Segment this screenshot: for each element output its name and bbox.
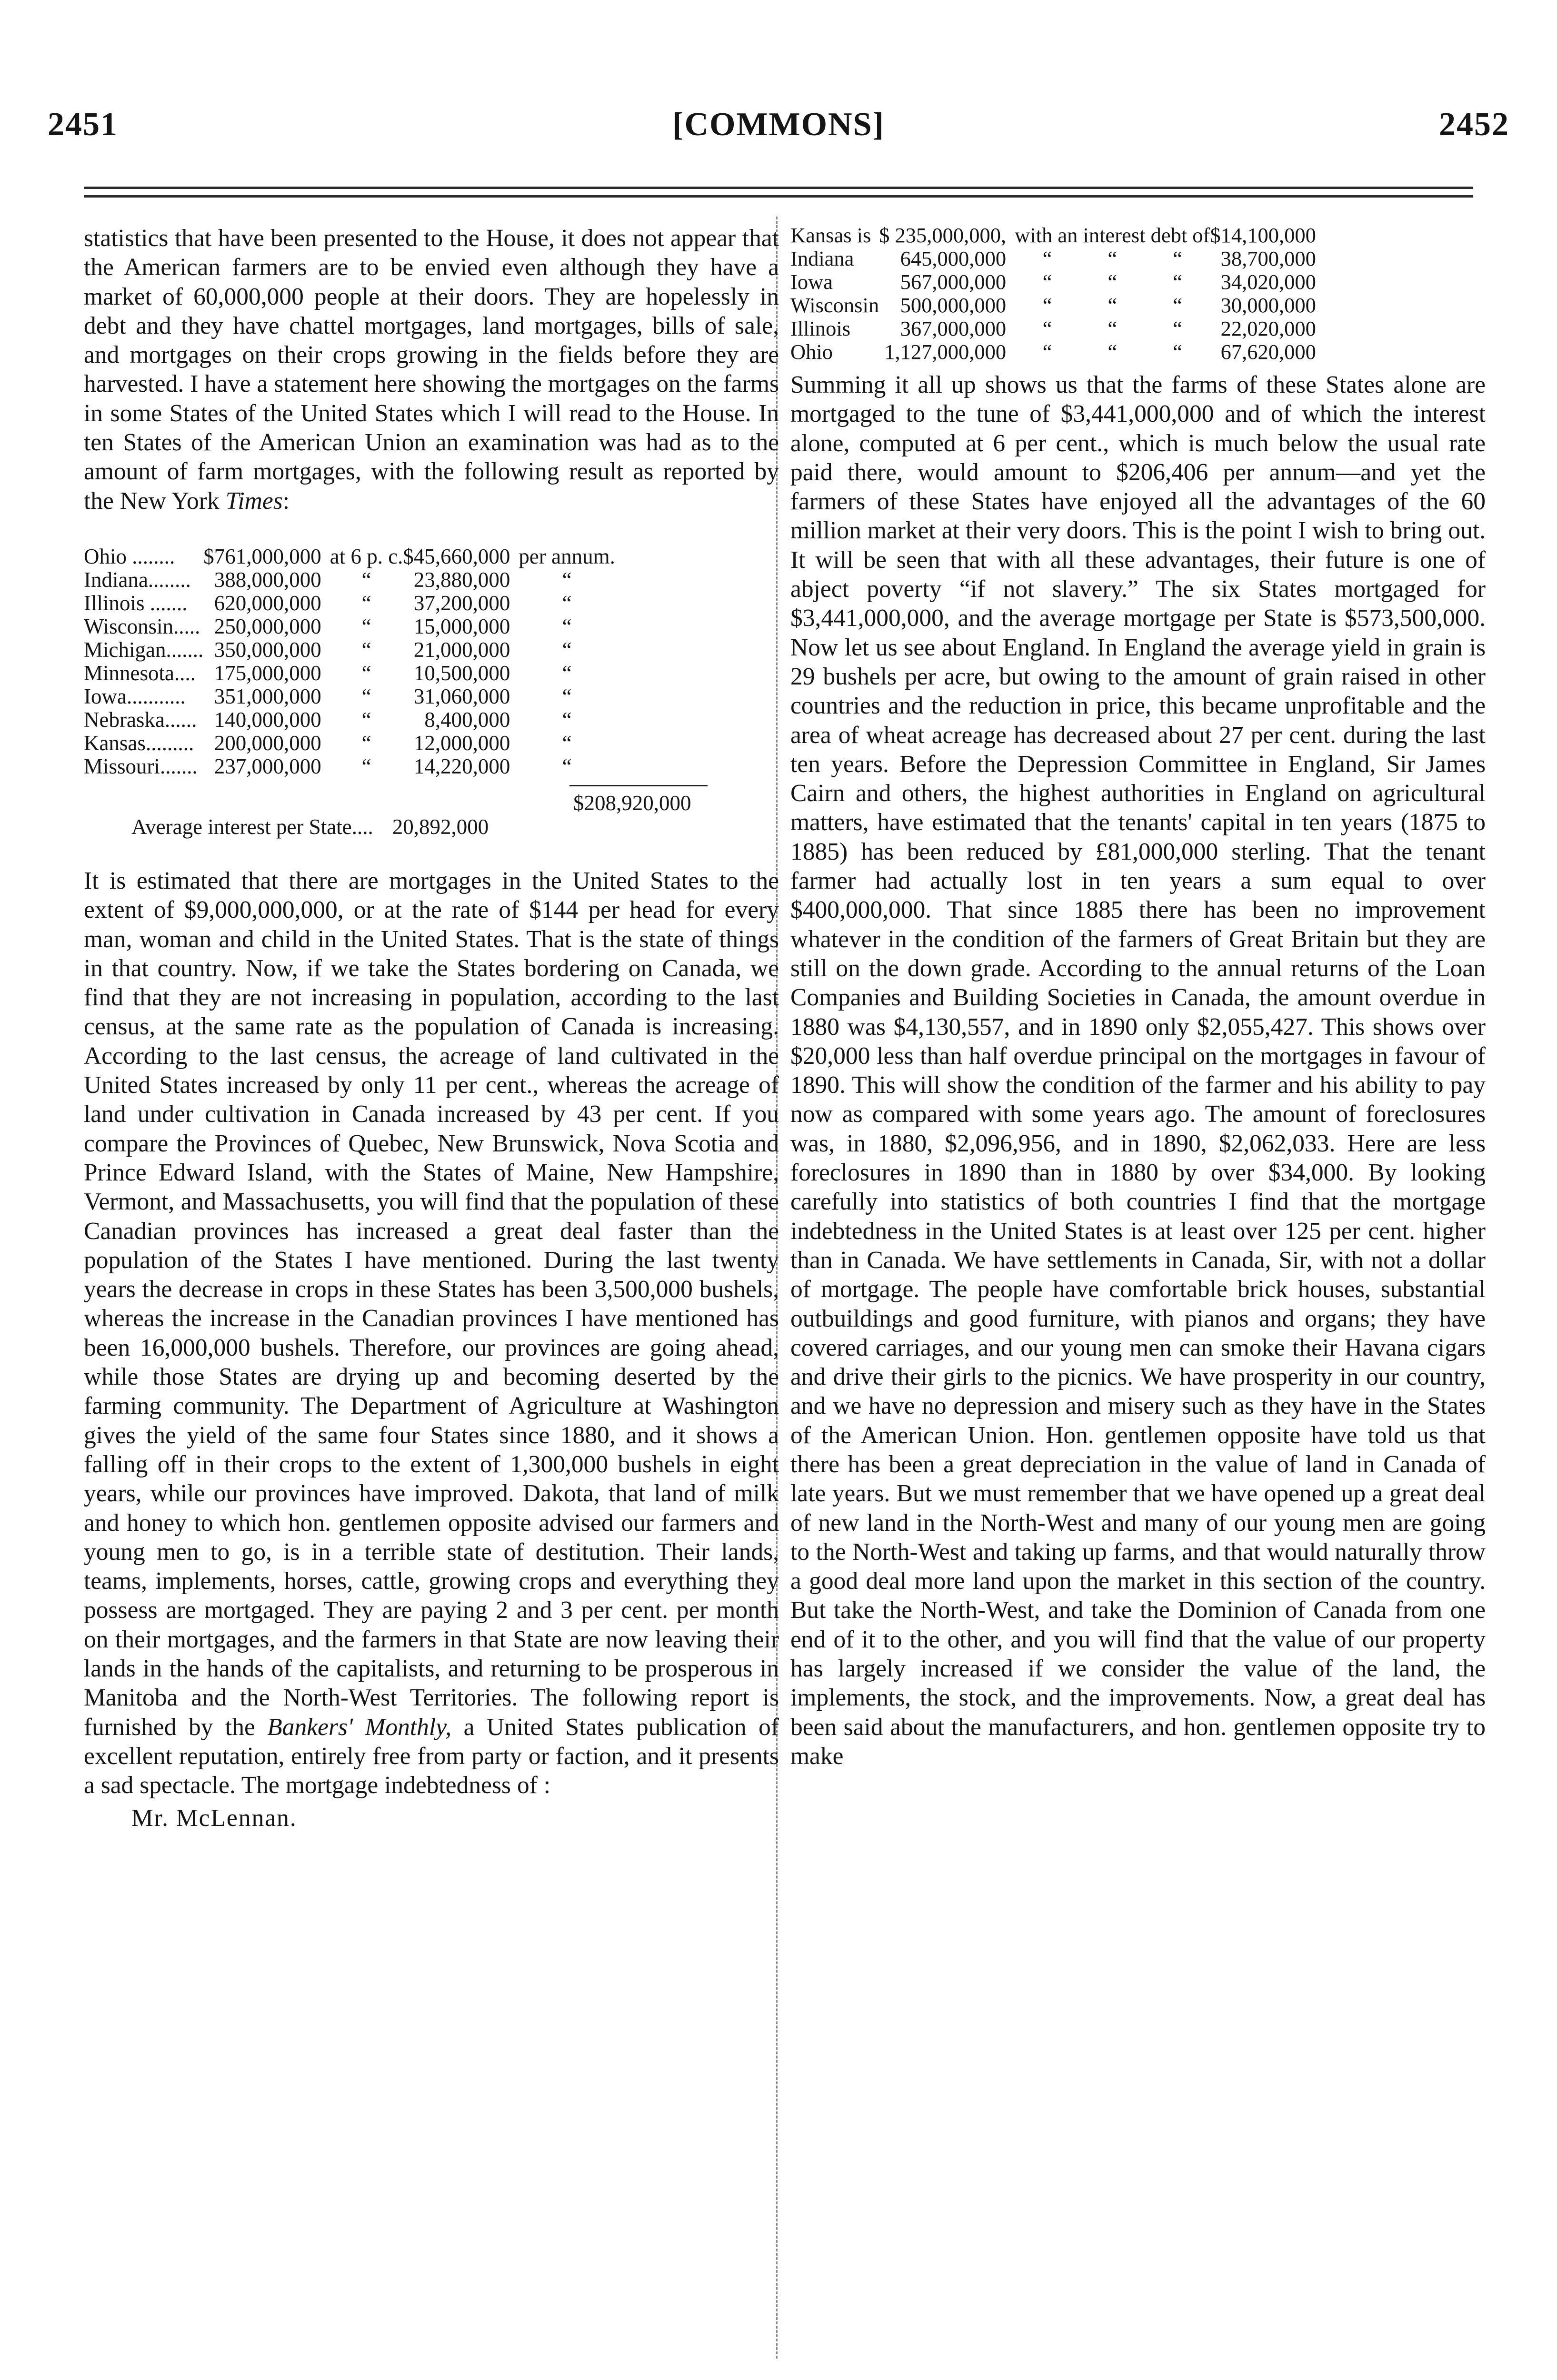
table-row bbox=[84, 568, 615, 592]
unit-cell: “ bbox=[562, 614, 572, 638]
unit-cell: “ bbox=[562, 731, 572, 755]
running-header: [COMMONS] bbox=[672, 106, 885, 143]
table-total: $208,920,000 bbox=[573, 791, 691, 815]
state-cell: Iowa........... bbox=[84, 684, 186, 708]
table-row bbox=[84, 662, 615, 685]
unit-cell: “ bbox=[562, 661, 572, 685]
ditto-cell: “ bbox=[1108, 340, 1118, 364]
rate-cell: at 6 p. c. bbox=[329, 544, 403, 568]
unit-cell: “ bbox=[562, 567, 572, 592]
amount-cell: 1,127,000,000 bbox=[884, 340, 1007, 364]
table-row bbox=[84, 592, 615, 615]
ditto-cell: “ bbox=[1108, 247, 1118, 270]
amount-cell: 200,000,000 bbox=[214, 731, 321, 755]
state-interest-table bbox=[790, 224, 1325, 364]
table-row bbox=[84, 755, 615, 778]
unit-cell: per annum. bbox=[519, 544, 615, 568]
interest-cell: 37,200,000 bbox=[413, 591, 510, 615]
ditto-cell: “ bbox=[1173, 247, 1182, 270]
state-cell: Wisconsin..... bbox=[84, 614, 200, 638]
amount-cell: 567,000,000 bbox=[900, 270, 1007, 294]
times-italic: Times bbox=[225, 487, 283, 515]
ditto-cell: “ bbox=[1042, 270, 1052, 294]
rate-cell: “ bbox=[361, 614, 371, 638]
table-row bbox=[790, 294, 1325, 317]
state-cell: Missouri....... bbox=[84, 754, 198, 778]
amount-cell: 237,000,000 bbox=[214, 754, 321, 778]
amount-cell: $ 235,000,000, bbox=[879, 223, 1007, 247]
rate-cell: “ bbox=[361, 591, 371, 615]
interest-cell: 12,000,000 bbox=[413, 731, 510, 755]
state-cell: Ohio bbox=[790, 340, 833, 364]
unit-cell: “ bbox=[562, 684, 572, 708]
left-paragraph-1-end: : bbox=[282, 487, 290, 515]
table-row bbox=[790, 317, 1325, 340]
interest-cell: 10,500,000 bbox=[413, 661, 510, 685]
page-number-right: 2452 bbox=[1439, 106, 1509, 143]
table-row bbox=[84, 545, 615, 568]
value-cell: 34,020,000 bbox=[1220, 270, 1316, 294]
value-cell: 30,000,000 bbox=[1220, 293, 1316, 317]
interest-cell: 15,000,000 bbox=[413, 614, 510, 638]
state-cell: Minnesota.... bbox=[84, 661, 196, 685]
left-paragraph-2 bbox=[84, 866, 779, 1800]
speaker-name: Mr. McLennan. bbox=[131, 1805, 297, 1832]
state-cell: Indiana bbox=[790, 247, 854, 270]
rate-cell: “ bbox=[361, 707, 371, 732]
state-cell: Kansas......... bbox=[84, 731, 194, 755]
interest-cell: 31,060,000 bbox=[413, 684, 510, 708]
interest-cell: $45,660,000 bbox=[403, 544, 510, 568]
state-cell: Indiana........ bbox=[84, 567, 191, 592]
left-paragraph-1 bbox=[84, 224, 779, 516]
table-row bbox=[790, 340, 1325, 364]
table-row bbox=[790, 247, 1325, 270]
rate-cell: “ bbox=[361, 661, 371, 685]
state-interest-table-body bbox=[790, 224, 1325, 364]
rate-cell: “ bbox=[361, 754, 371, 778]
amount-cell: 250,000,000 bbox=[214, 614, 321, 638]
value-cell: $14,100,000 bbox=[1210, 223, 1316, 247]
ditto-cell: “ bbox=[1042, 247, 1052, 270]
unit-cell: “ bbox=[562, 591, 572, 615]
left-paragraph-2-text: It is estimated that there are mortgages in the United States to the extent of $9,000,000,000, or at the rate of $144 per head for every man, woman and child in the United States. That is the state of things in that country. Now, if we take the States bordering on Canada, we find that they are not increasing in population, according to the last census, at the same rate as the population of Canada is increasing. According to the last census, the acreage of land cultivated in the United States increased by only 11 per cent., whereas the acreage of land under cultivation in Canada increased by 43 per cent. If you compare the Provinces of Quebec, New Brunswick, Nova Scotia and Prince Edward Island, with the States of Maine, New Hampshire, Vermont, and Massachusetts, you will find that the population of these Canadian provinces has increased a great deal faster than the population of the States I have mentioned. During the last twenty years the decrease in crops in these States has been 3,500,000 bushels, whereas the increase in the Canadian provinces I have mentioned has been 16,000,000 bushels. Therefore, our provinces are going ahead, while those States are drying up and becoming deserted by the farming community. The Department of Agriculture at Washington gives the yield of the same four States since 1880, and it shows a falling off in their crops to the extent of 1,300,000 bushels in eight years, while our provinces have improved. Dakota, that land of milk and honey to which hon. gentlemen opposite advised our farmers and young men to go, is in a terrible state of destitution. Their lands, teams, implements, horses, cattle, growing crops and everything they possess are mortgaged. They are paying 2 and 3 per cent. per month on their mortgages, and the farmers in that State are now leaving their lands in the hands of the capitalists, and returning to be prosperous in Manitoba and the North-West Territories. The following report is furnished by the bbox=[84, 867, 779, 1741]
value-cell: 22,020,000 bbox=[1220, 317, 1316, 340]
unit-cell: “ bbox=[562, 707, 572, 732]
amount-cell: $761,000,000 bbox=[203, 544, 321, 568]
interest-cell: 8,400,000 bbox=[424, 707, 510, 732]
table-row bbox=[790, 270, 1325, 294]
ditto-cell: “ bbox=[1173, 340, 1182, 364]
interest-cell: 21,000,000 bbox=[413, 637, 510, 662]
amount-cell: 620,000,000 bbox=[214, 591, 321, 615]
unit-cell: “ bbox=[562, 754, 572, 778]
table-row bbox=[84, 638, 615, 662]
ditto-cell: “ bbox=[1108, 317, 1118, 340]
unit-cell: “ bbox=[562, 637, 572, 662]
farm-mortgage-table bbox=[84, 545, 615, 778]
phrase-cell: with an interest debt of bbox=[1015, 223, 1210, 247]
amount-cell: 351,000,000 bbox=[214, 684, 321, 708]
lead-cell: Kansas is bbox=[790, 223, 871, 247]
amount-cell: 350,000,000 bbox=[214, 637, 321, 662]
state-cell: Wisconsin bbox=[790, 293, 879, 317]
value-cell: 67,620,000 bbox=[1220, 340, 1316, 364]
left-column bbox=[84, 224, 779, 1833]
amount-cell: 140,000,000 bbox=[214, 707, 321, 732]
rate-cell: “ bbox=[361, 731, 371, 755]
table-row bbox=[84, 708, 615, 732]
farm-mortgage-table-body bbox=[84, 545, 615, 778]
amount-cell: 175,000,000 bbox=[214, 661, 321, 685]
rate-cell: “ bbox=[361, 567, 371, 592]
ditto-cell: “ bbox=[1042, 340, 1052, 364]
ditto-cell: “ bbox=[1042, 293, 1052, 317]
average-label: Average interest per State.... bbox=[131, 814, 373, 839]
average-row bbox=[84, 815, 779, 839]
total-rule bbox=[569, 785, 708, 786]
left-paragraph-2-end: a United States publication of excellent reputation, entirely free from party or faction, and it presents a sad spectacle. The mortgage indebtedness of : bbox=[84, 1713, 779, 1799]
left-paragraph-1-text: statistics that have been presented to the House, it does not appear that the American farmers are to be envied even although they have a market of 60,000,000 people at their doors. They are hopelessly in debt and they have chattel mortgages, land mortgages, bills of sale, and mortgages on their crops growing in the fields before they are harvested. I have a statement here showing the mortgages on the farms in some States of the United States which I will read to the House. In ten States of the American Union an examination was had as to the amount of farm mortgages, with the following result as reported by the New York bbox=[84, 225, 779, 515]
value-cell: 38,700,000 bbox=[1220, 247, 1316, 270]
rate-cell: “ bbox=[361, 637, 371, 662]
ditto-cell: “ bbox=[1108, 270, 1118, 294]
rate-cell: “ bbox=[361, 684, 371, 708]
ditto-cell: “ bbox=[1173, 317, 1182, 340]
average-value: 20,892,000 bbox=[392, 814, 489, 839]
right-column bbox=[790, 224, 1486, 1771]
interest-cell: 14,220,000 bbox=[413, 754, 510, 778]
table-row bbox=[84, 685, 615, 708]
state-cell: Ohio ........ bbox=[84, 544, 175, 568]
bankers-monthly-italic: Bankers' Monthly, bbox=[267, 1713, 452, 1741]
page-number-left: 2451 bbox=[48, 106, 118, 143]
amount-cell: 367,000,000 bbox=[900, 317, 1007, 340]
header-rule-top bbox=[84, 187, 1473, 189]
table-row bbox=[84, 615, 615, 638]
amount-cell: 388,000,000 bbox=[214, 567, 321, 592]
ditto-cell: “ bbox=[1108, 293, 1118, 317]
amount-cell: 500,000,000 bbox=[900, 293, 1007, 317]
state-cell: Nebraska...... bbox=[84, 707, 197, 732]
state-cell: Michigan....... bbox=[84, 637, 204, 662]
state-cell: Illinois bbox=[790, 317, 851, 340]
state-cell: Iowa bbox=[790, 270, 833, 294]
interest-cell: 23,880,000 bbox=[413, 567, 510, 592]
table-row bbox=[84, 732, 615, 755]
ditto-cell: “ bbox=[1173, 293, 1182, 317]
right-paragraph: Summing it all up shows us that the farms of these States alone are mortgaged to the tune of $3,441,000,000 and of which the interest alone, computed at 6 per cent., which is much below the usual rate paid there, would amount to $206,406 per annum—and yet the farmers of these States have enjoyed all the advantages of the 60 million market at their very doors. This is the point I wish to bring out. It will be seen that with all these advantages, their future is one of abject poverty “if not slavery.” The six States mortgaged for $3,441,000,000, and the average mortgage per State is $573,500,000. Now let us see about England. In England the average yield in grain is 29 bushels per acre, but owing to the amount of grain raised in other countries and the reduction in price, this became unprofitable and the area of wheat acreage has decreased about 27 per cent. during the last ten years. Before the Depression Committee in England, Sir James Cairn and others, the highest authorities in England on agricultural matters, have estimated that the tenants' capital in ten years (1875 to 1885) has been reduced by £81,000,000 sterling. That the tenant farmer had actually lost in ten years a sum equal to over $400,000,000. That since 1885 there has been no improvement whatever in the condition of the farmers of Great Britain but they are still on the down grade. According to the annual returns of the Loan Companies and Building Societies in Canada, the amount overdue in 1880 was $4,130,557, and in 1890 only $2,055,427. This shows over $20,000 less than half overdue principal on the mortgages in favour of 1890. This will show the condition of the farmer and his ability to pay now as compared with some years ago. The amount of foreclosures was, in 1880, $2,096,956, and in 1890, $2,062,033. Here are less foreclosures in 1890 than in 1880 by over $34,000. By looking carefully into statistics of both countries I find that the mortgage indebtedness in the United States is at least over 125 per cent. higher than in Canada. We have settlements in Canada, Sir, with not a dollar of mortgage. The people have comfortable brick houses, substantial outbuildings and good furniture, with pianos and organs; they have covered carriages, and our young men can smoke their Havana cigars and drive their girls to the picnics. We have prosperity in our country, and we have no depression and misery such as they have in the States of the American Union. Hon. gentlemen opposite have told us that there has been a great depreciation in the value of land in Canada of late years. But we must remember that we have opened up a great deal of new land in the North-West and many of our young men are going to the North-West and taking up farms, and that would naturally throw a good deal more land upon the market in this section of the country. But take the North-West, and take the Dominion of Canada from one end of it to the other, and you will find that the value of our property has largely increased if we consider the value of the land, the implements, the stock, and the improvements. Now, a great deal has been said about the manufacturers, and hon. gentlemen opposite try to make bbox=[790, 371, 1486, 1770]
amount-cell: 645,000,000 bbox=[900, 247, 1007, 270]
state-cell: Illinois ....... bbox=[84, 591, 188, 615]
ditto-cell: “ bbox=[1173, 270, 1182, 294]
header-rule-bottom bbox=[84, 195, 1473, 198]
ditto-cell: “ bbox=[1042, 317, 1052, 340]
table-row bbox=[790, 224, 1325, 247]
